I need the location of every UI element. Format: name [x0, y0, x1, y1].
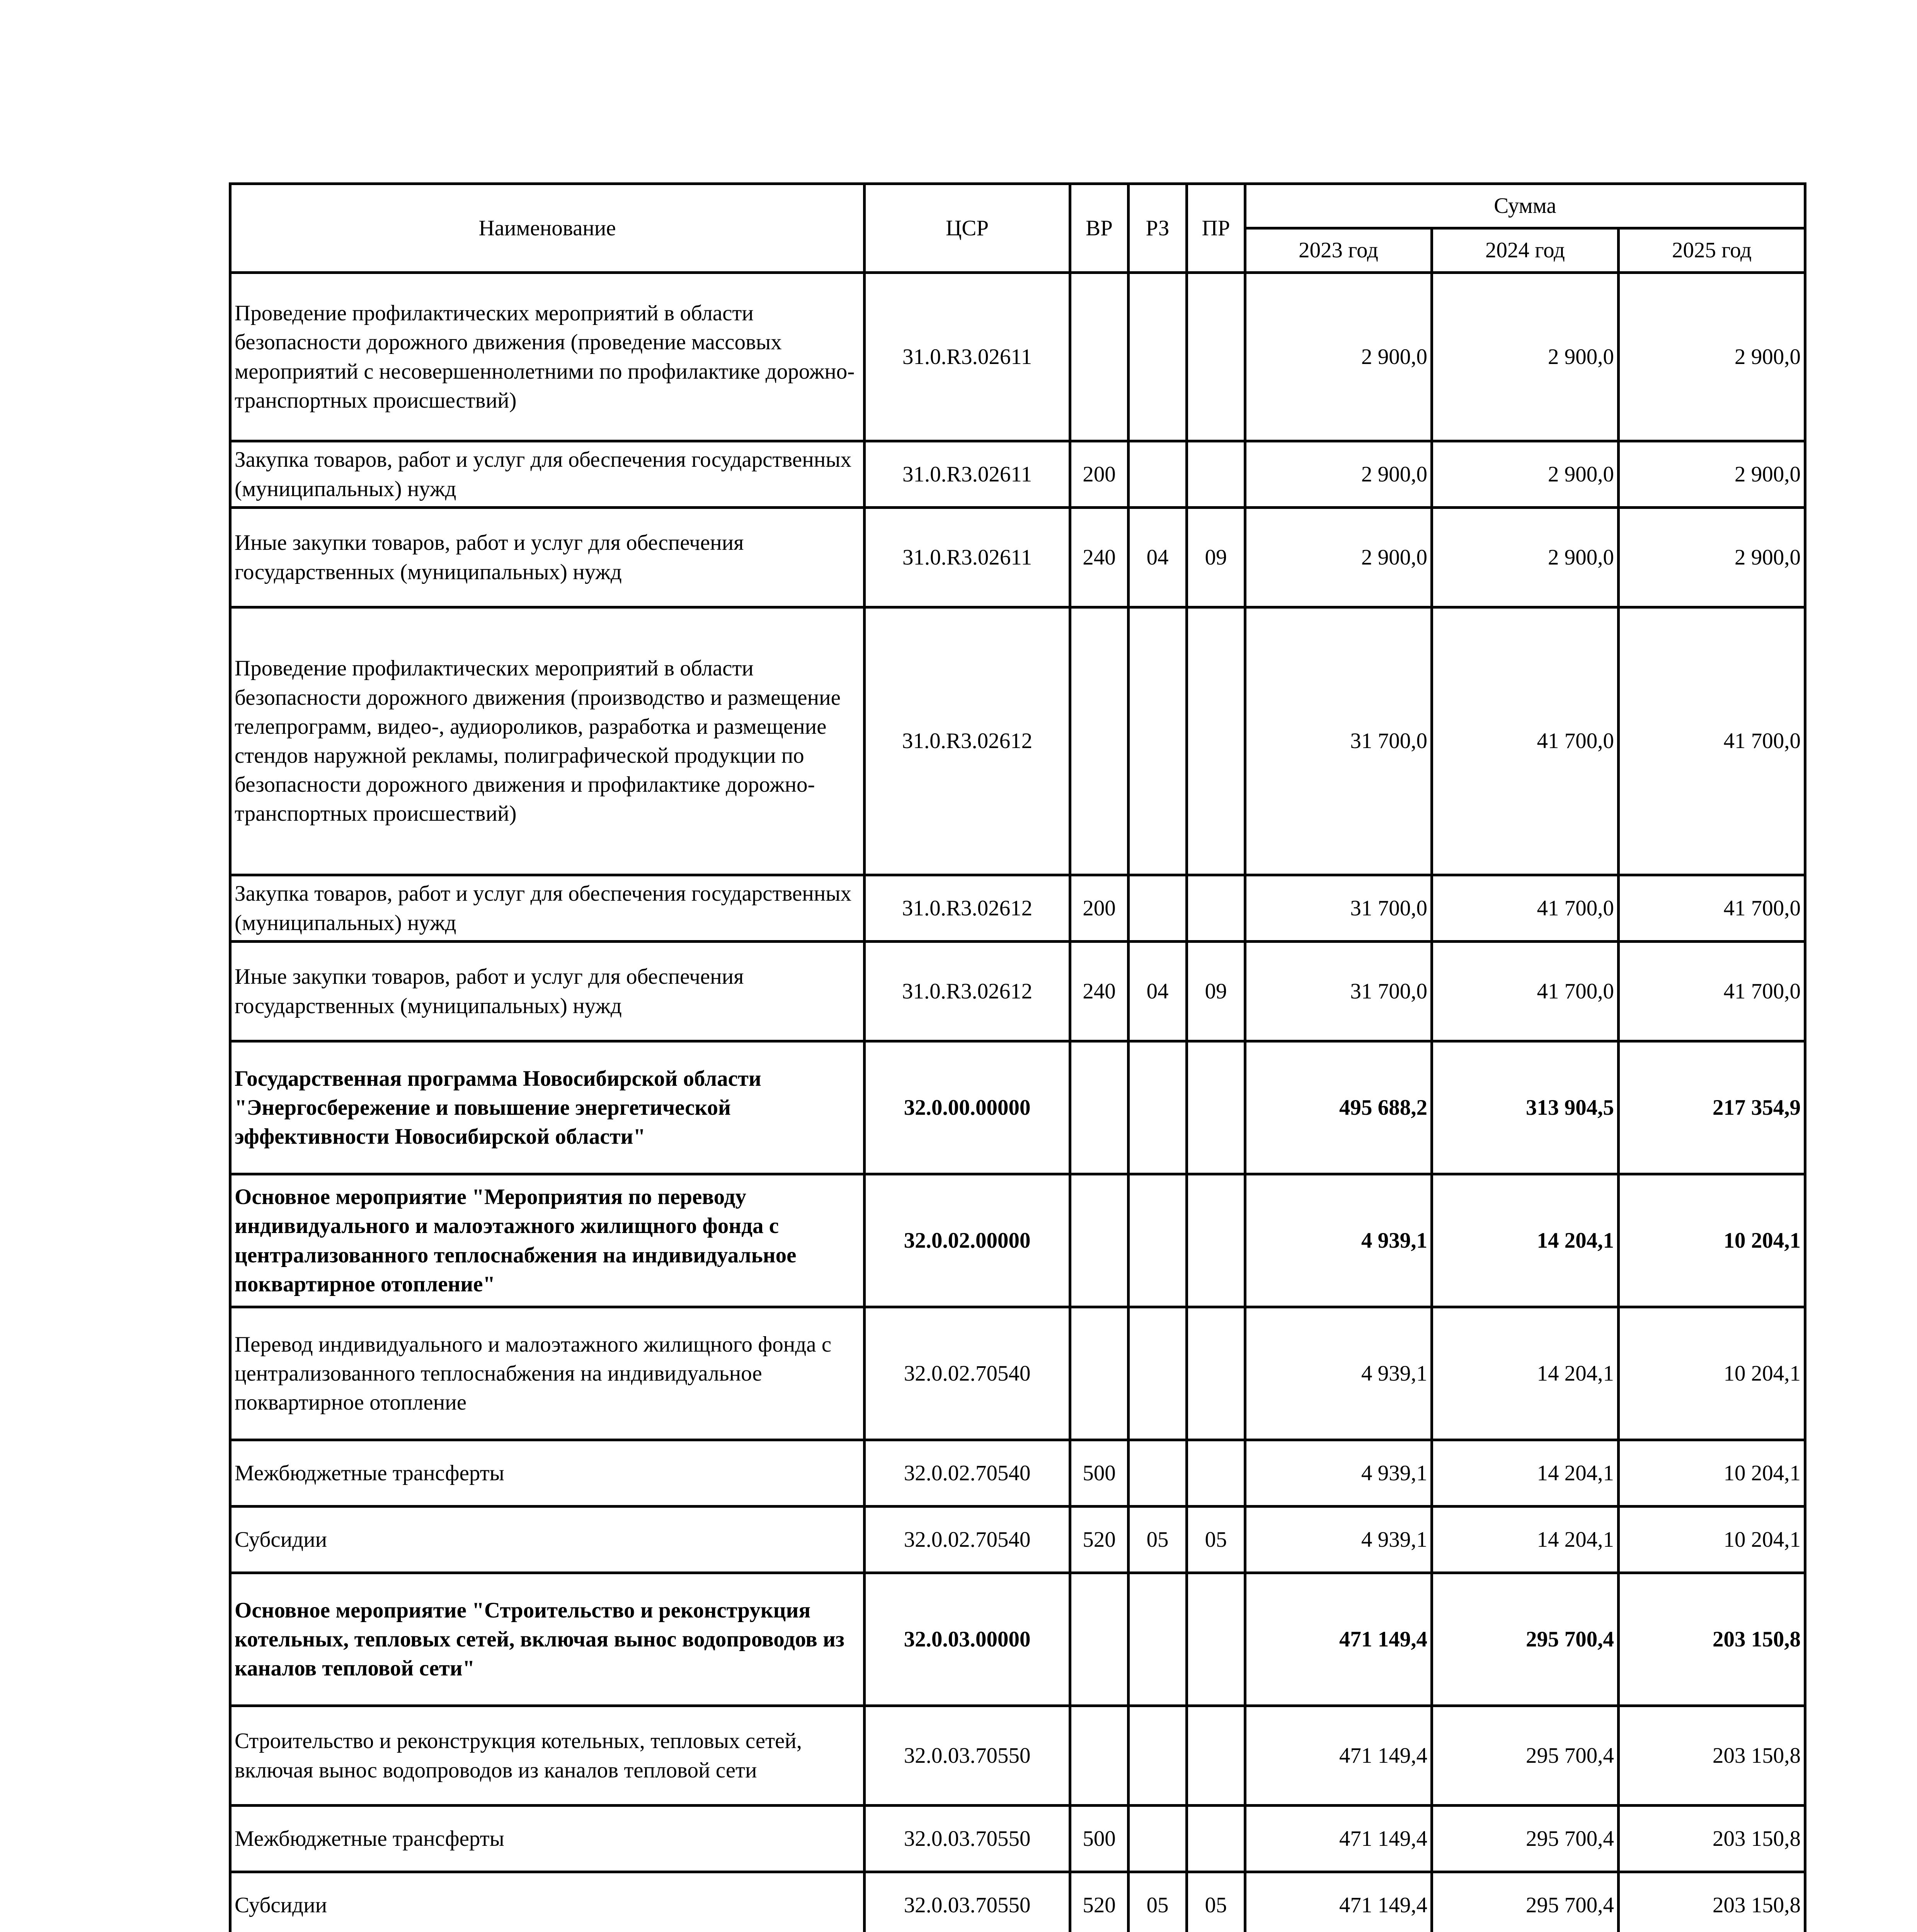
table-row [230, 942, 1805, 1041]
cell-pr [1187, 1440, 1245, 1507]
cell-name: Проведение профилактических мероприятий в области безопасности дорожного движения (проведение массовых мероприятий с несовершеннолетними по профилактике дорожно-транспортных происшествий) [230, 273, 865, 441]
cell-csr: 31.0.R3.02611 [865, 441, 1070, 508]
cell-vr [1070, 1174, 1129, 1307]
header-name: Наименование [230, 184, 865, 273]
cell-amount-2023: 2 900,0 [1245, 508, 1432, 607]
cell-amount-2025: 41 700,0 [1619, 942, 1805, 1041]
cell-pr: 05 [1187, 1872, 1245, 1932]
cell-pr: 09 [1187, 942, 1245, 1041]
cell-csr: 32.0.03.70550 [865, 1872, 1070, 1932]
cell-rz [1129, 1307, 1187, 1440]
cell-amount-2024: 2 900,0 [1432, 273, 1619, 441]
cell-vr: 200 [1070, 441, 1129, 508]
cell-vr [1070, 607, 1129, 875]
table-body [230, 273, 1805, 1932]
cell-vr [1070, 1573, 1129, 1706]
cell-name: Закупка товаров, работ и услуг для обеспечения государственных (муниципальных) нужд [230, 441, 865, 508]
cell-rz: 04 [1129, 508, 1187, 607]
cell-pr [1187, 607, 1245, 875]
cell-name: Субсидии [230, 1872, 865, 1932]
cell-csr: 32.0.02.00000 [865, 1174, 1070, 1307]
cell-amount-2023: 31 700,0 [1245, 942, 1432, 1041]
table-row [230, 273, 1805, 441]
cell-amount-2025: 10 204,1 [1619, 1307, 1805, 1440]
cell-csr: 31.0.R3.02611 [865, 273, 1070, 441]
cell-vr [1070, 1307, 1129, 1440]
header-rz: РЗ [1129, 184, 1187, 273]
cell-csr: 31.0.R3.02612 [865, 875, 1070, 942]
header-pr: ПР [1187, 184, 1245, 273]
table-row [230, 1307, 1805, 1440]
cell-rz [1129, 441, 1187, 508]
cell-amount-2023: 4 939,1 [1245, 1307, 1432, 1440]
cell-name: Перевод индивидуального и малоэтажного жилищного фонда с централизованного теплоснабжения на индивидуальное поквартирное отопление [230, 1307, 865, 1440]
cell-csr: 32.0.03.70550 [865, 1806, 1070, 1872]
cell-amount-2023: 495 688,2 [1245, 1041, 1432, 1174]
cell-amount-2025: 2 900,0 [1619, 273, 1805, 441]
cell-rz [1129, 1440, 1187, 1507]
cell-csr: 31.0.R3.02611 [865, 508, 1070, 607]
cell-name: Государственная программа Новосибирской области "Энергосбережение и повышение энергетической эффективности Новосибирской области" [230, 1041, 865, 1174]
table-row [230, 875, 1805, 942]
cell-amount-2024: 313 904,5 [1432, 1041, 1619, 1174]
cell-vr: 200 [1070, 875, 1129, 942]
cell-csr: 32.0.02.70540 [865, 1440, 1070, 1507]
cell-name: Закупка товаров, работ и услуг для обеспечения государственных (муниципальных) нужд [230, 875, 865, 942]
table-row [230, 1507, 1805, 1573]
table-row [230, 1440, 1805, 1507]
cell-amount-2023: 4 939,1 [1245, 1174, 1432, 1307]
cell-pr: 05 [1187, 1507, 1245, 1573]
cell-name: Межбюджетные трансферты [230, 1806, 865, 1872]
cell-rz [1129, 1806, 1187, 1872]
cell-csr: 32.0.02.70540 [865, 1307, 1070, 1440]
cell-rz [1129, 273, 1187, 441]
cell-rz [1129, 875, 1187, 942]
cell-rz [1129, 1174, 1187, 1307]
table-row [230, 1872, 1805, 1932]
cell-amount-2024: 41 700,0 [1432, 942, 1619, 1041]
cell-amount-2023: 31 700,0 [1245, 875, 1432, 942]
cell-amount-2023: 4 939,1 [1245, 1440, 1432, 1507]
cell-amount-2025: 10 204,1 [1619, 1440, 1805, 1507]
cell-rz [1129, 607, 1187, 875]
cell-pr: 09 [1187, 508, 1245, 607]
cell-csr: 32.0.03.00000 [865, 1573, 1070, 1706]
cell-vr: 520 [1070, 1507, 1129, 1573]
cell-rz: 05 [1129, 1872, 1187, 1932]
table-row [230, 607, 1805, 875]
cell-csr: 32.0.03.70550 [865, 1706, 1070, 1806]
cell-pr [1187, 1174, 1245, 1307]
cell-csr: 31.0.R3.02612 [865, 942, 1070, 1041]
cell-amount-2025: 10 204,1 [1619, 1507, 1805, 1573]
table-row [230, 1174, 1805, 1307]
cell-pr [1187, 1706, 1245, 1806]
cell-amount-2025: 203 150,8 [1619, 1706, 1805, 1806]
cell-rz [1129, 1573, 1187, 1706]
cell-amount-2025: 203 150,8 [1619, 1872, 1805, 1932]
header-year-2025: 2025 год [1619, 228, 1805, 273]
cell-name: Основное мероприятие "Мероприятия по переводу индивидуального и малоэтажного жилищного фонда с централизованного теплоснабжения на индивидуальное поквартирное отопление" [230, 1174, 865, 1307]
cell-amount-2023: 471 149,4 [1245, 1806, 1432, 1872]
table-row [230, 508, 1805, 607]
cell-amount-2024: 295 700,4 [1432, 1573, 1619, 1706]
header-year-2023: 2023 год [1245, 228, 1432, 273]
cell-amount-2023: 4 939,1 [1245, 1507, 1432, 1573]
cell-amount-2024: 2 900,0 [1432, 508, 1619, 607]
cell-pr [1187, 875, 1245, 942]
cell-amount-2024: 14 204,1 [1432, 1507, 1619, 1573]
cell-amount-2025: 217 354,9 [1619, 1041, 1805, 1174]
cell-name: Иные закупки товаров, работ и услуг для обеспечения государственных (муниципальных) нужд [230, 942, 865, 1041]
cell-csr: 32.0.02.70540 [865, 1507, 1070, 1573]
cell-pr [1187, 1573, 1245, 1706]
cell-amount-2025: 2 900,0 [1619, 508, 1805, 607]
cell-vr [1070, 273, 1129, 441]
cell-rz: 05 [1129, 1507, 1187, 1573]
cell-name: Проведение профилактических мероприятий в области безопасности дорожного движения (производство и размещение телепрограмм, видео-, аудиороликов, разработка и размещение стендов наружной рекламы, полиграфической продукции по безопасности дорожного движения и профилактике дорожно-транспортных происшествий) [230, 607, 865, 875]
cell-amount-2024: 41 700,0 [1432, 607, 1619, 875]
cell-pr [1187, 1041, 1245, 1174]
cell-amount-2024: 14 204,1 [1432, 1440, 1619, 1507]
table-row [230, 1706, 1805, 1806]
cell-name: Межбюджетные трансферты [230, 1440, 865, 1507]
table-row [230, 1573, 1805, 1706]
cell-amount-2024: 2 900,0 [1432, 441, 1619, 508]
cell-amount-2023: 2 900,0 [1245, 441, 1432, 508]
cell-vr: 520 [1070, 1872, 1129, 1932]
cell-rz: 04 [1129, 942, 1187, 1041]
cell-vr [1070, 1706, 1129, 1806]
cell-rz [1129, 1706, 1187, 1806]
cell-csr: 32.0.00.00000 [865, 1041, 1070, 1174]
cell-amount-2023: 31 700,0 [1245, 607, 1432, 875]
cell-amount-2024: 14 204,1 [1432, 1174, 1619, 1307]
cell-vr: 500 [1070, 1806, 1129, 1872]
cell-rz [1129, 1041, 1187, 1174]
cell-name: Субсидии [230, 1507, 865, 1573]
table-header [230, 184, 1805, 273]
table-row [230, 1041, 1805, 1174]
cell-vr: 240 [1070, 942, 1129, 1041]
cell-pr [1187, 441, 1245, 508]
cell-pr [1187, 273, 1245, 441]
cell-vr: 240 [1070, 508, 1129, 607]
cell-amount-2025: 41 700,0 [1619, 607, 1805, 875]
cell-amount-2023: 471 149,4 [1245, 1872, 1432, 1932]
table-row [230, 1806, 1805, 1872]
cell-amount-2024: 295 700,4 [1432, 1872, 1619, 1932]
cell-vr [1070, 1041, 1129, 1174]
header-csr: ЦСР [865, 184, 1070, 273]
header-vr: ВР [1070, 184, 1129, 273]
cell-amount-2025: 203 150,8 [1619, 1806, 1805, 1872]
cell-amount-2025: 203 150,8 [1619, 1573, 1805, 1706]
cell-amount-2023: 2 900,0 [1245, 273, 1432, 441]
cell-vr: 500 [1070, 1440, 1129, 1507]
cell-csr: 31.0.R3.02612 [865, 607, 1070, 875]
cell-pr [1187, 1307, 1245, 1440]
cell-pr [1187, 1806, 1245, 1872]
cell-amount-2024: 295 700,4 [1432, 1706, 1619, 1806]
cell-amount-2025: 2 900,0 [1619, 441, 1805, 508]
header-year-2024: 2024 год [1432, 228, 1619, 273]
budget-table [229, 182, 1806, 1932]
header-sum: Сумма [1245, 184, 1805, 228]
cell-name: Иные закупки товаров, работ и услуг для обеспечения государственных (муниципальных) нужд [230, 508, 865, 607]
cell-name: Строительство и реконструкция котельных, тепловых сетей, включая вынос водопроводов из каналов тепловой сети [230, 1706, 865, 1806]
table-row [230, 441, 1805, 508]
cell-amount-2023: 471 149,4 [1245, 1706, 1432, 1806]
cell-name: Основное мероприятие "Строительство и реконструкция котельных, тепловых сетей, включая вынос водопроводов из каналов тепловой сети" [230, 1573, 865, 1706]
cell-amount-2023: 471 149,4 [1245, 1573, 1432, 1706]
cell-amount-2024: 41 700,0 [1432, 875, 1619, 942]
cell-amount-2024: 295 700,4 [1432, 1806, 1619, 1872]
cell-amount-2025: 10 204,1 [1619, 1174, 1805, 1307]
cell-amount-2025: 41 700,0 [1619, 875, 1805, 942]
cell-amount-2024: 14 204,1 [1432, 1307, 1619, 1440]
